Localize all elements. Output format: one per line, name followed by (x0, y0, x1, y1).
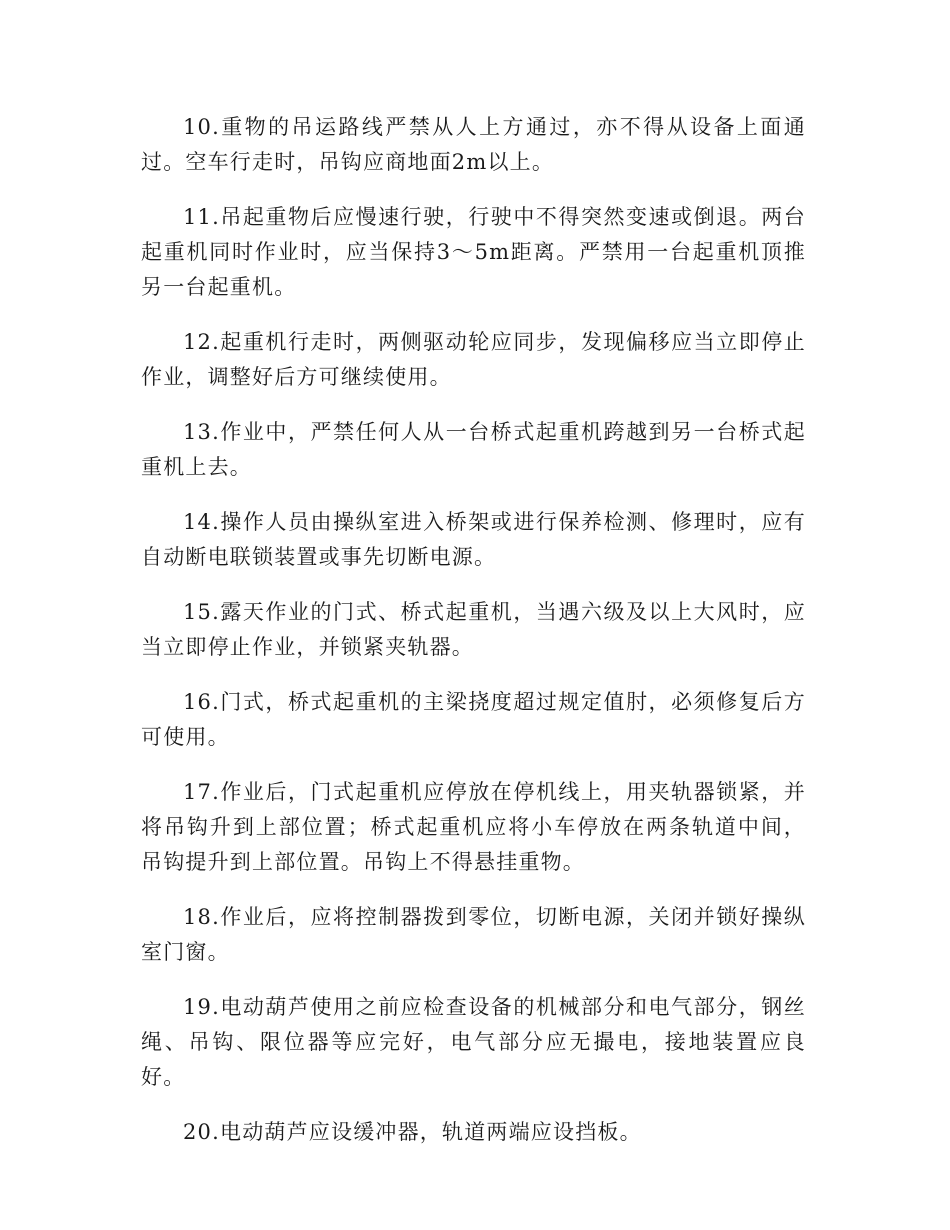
paragraph-16: 16.门式，桥式起重机的主梁挠度超过规定值肘，必须修复后方可使用。 (141, 690, 806, 749)
paragraph-20: 20.电动葫芦应设缓冲器，轨道两端应设挡板。 (183, 1120, 642, 1144)
paragraph-10: 10.重物的吊运路线严禁从人上方通过，亦不得从设备上面通过。空车行走时，吊钩应商地面2m以上。 (141, 115, 806, 174)
paragraph-14: 14.操作人员由操纵室进入桥架或进行保养检测、修理时，应有自动断电联锁装置或事先切断电源。 (141, 510, 806, 569)
paragraph-19: 19.电动葫芦使用之前应检查设备的机械部分和电气部分，钢丝绳、吊钩、限位器等应完好，电气部分应无撮电，接地装置应良好。 (141, 995, 806, 1089)
document-body (141, 110, 806, 1170)
paragraph-17: 17.作业后，门式起重机应停放在停机线上，用夹轨器锁紧，并将吊钩升到上部位置；桥式起重机应将小车停放在两条轨道中间，吊钩提升到上部位置。吊钩上不得悬挂重物。 (141, 780, 806, 874)
paragraph-18: 18.作业后，应将控制器拨到零位，切断电源，关闭并锁好操纵室门窗。 (141, 905, 806, 964)
paragraph-13: 13.作业中，严禁任何人从一台桥式起重机跨越到另一台桥式起重机上去。 (141, 420, 806, 479)
paragraph-15: 15.露天作业的门式、桥式起重机，当遇六级及以上大风时，应当立即停止作业，并锁紧夹轨器。 (141, 600, 806, 659)
paragraph-12: 12.起重机行走时，两侧驱动轮应同步，发现偏移应当立即停止作业，调整好后方可继续使用。 (141, 330, 806, 389)
paragraph-11: 11.吊起重物后应慢速行驶，行驶中不得突然变速或倒退。两台起重机同时作业时，应当保持3～5m距离。严禁用一台起重机顶推另一台起重机。 (141, 205, 806, 299)
